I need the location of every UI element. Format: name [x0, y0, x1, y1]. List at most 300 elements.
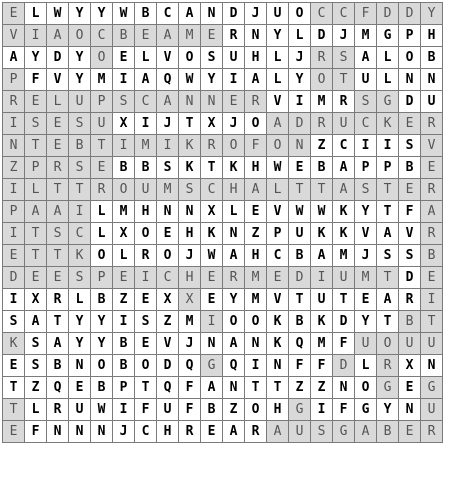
letter-cell[interactable]: V [267, 201, 289, 223]
letter-cell[interactable]: M [91, 69, 113, 91]
letter-cell[interactable]: X [157, 289, 179, 311]
letter-cell[interactable]: V [47, 69, 69, 91]
letter-cell[interactable]: O [135, 355, 157, 377]
letter-cell[interactable]: C [267, 245, 289, 267]
letter-cell[interactable]: T [421, 311, 443, 333]
letter-cell[interactable]: L [267, 179, 289, 201]
letter-cell[interactable]: K [333, 223, 355, 245]
letter-cell[interactable]: N [3, 135, 25, 157]
letter-cell[interactable]: B [201, 399, 223, 421]
letter-cell[interactable]: J [179, 333, 201, 355]
letter-cell[interactable]: V [267, 289, 289, 311]
letter-cell[interactable]: E [399, 179, 421, 201]
letter-cell[interactable]: F [179, 377, 201, 399]
letter-cell[interactable]: J [355, 245, 377, 267]
letter-cell[interactable]: O [377, 333, 399, 355]
letter-cell[interactable]: H [245, 157, 267, 179]
letter-cell[interactable]: F [333, 399, 355, 421]
letter-cell[interactable]: S [69, 113, 91, 135]
letter-cell[interactable]: H [157, 421, 179, 443]
letter-cell[interactable]: V [3, 25, 25, 47]
letter-cell[interactable]: F [311, 355, 333, 377]
letter-cell[interactable]: F [135, 399, 157, 421]
letter-cell[interactable]: K [179, 135, 201, 157]
letter-cell[interactable]: U [157, 399, 179, 421]
letter-cell[interactable]: S [377, 245, 399, 267]
letter-cell[interactable]: Y [69, 311, 91, 333]
letter-cell[interactable]: N [399, 69, 421, 91]
letter-cell[interactable]: K [201, 223, 223, 245]
letter-cell[interactable]: Z [311, 377, 333, 399]
letter-cell[interactable]: A [355, 47, 377, 69]
letter-cell[interactable]: P [267, 223, 289, 245]
letter-cell[interactable]: L [25, 3, 47, 25]
letter-cell[interactable]: T [289, 179, 311, 201]
letter-cell[interactable]: W [201, 245, 223, 267]
letter-cell[interactable]: N [91, 421, 113, 443]
letter-cell[interactable]: E [267, 267, 289, 289]
letter-cell[interactable]: G [377, 91, 399, 113]
letter-cell[interactable]: V [355, 223, 377, 245]
letter-cell[interactable]: E [113, 267, 135, 289]
letter-cell[interactable]: Y [91, 3, 113, 25]
letter-cell[interactable]: C [69, 223, 91, 245]
letter-cell[interactable]: I [113, 311, 135, 333]
letter-cell[interactable]: R [311, 113, 333, 135]
letter-cell[interactable]: C [135, 421, 157, 443]
letter-cell[interactable]: R [333, 91, 355, 113]
letter-cell[interactable]: G [377, 25, 399, 47]
letter-cell[interactable]: R [421, 179, 443, 201]
letter-cell[interactable]: S [25, 113, 47, 135]
letter-cell[interactable]: L [355, 355, 377, 377]
letter-cell[interactable]: I [311, 267, 333, 289]
letter-cell[interactable]: D [289, 267, 311, 289]
letter-cell[interactable]: T [333, 289, 355, 311]
letter-cell[interactable]: R [421, 223, 443, 245]
letter-cell[interactable]: N [267, 355, 289, 377]
letter-cell[interactable]: Z [311, 135, 333, 157]
letter-cell[interactable]: W [267, 157, 289, 179]
letter-cell[interactable]: A [223, 333, 245, 355]
letter-cell[interactable]: M [355, 25, 377, 47]
letter-cell[interactable]: U [355, 333, 377, 355]
letter-cell[interactable]: E [69, 377, 91, 399]
letter-cell[interactable]: H [245, 47, 267, 69]
letter-cell[interactable]: S [399, 135, 421, 157]
letter-cell[interactable]: X [201, 201, 223, 223]
letter-cell[interactable]: M [245, 289, 267, 311]
letter-cell[interactable]: A [223, 245, 245, 267]
letter-cell[interactable]: I [113, 135, 135, 157]
letter-cell[interactable]: M [179, 25, 201, 47]
letter-cell[interactable]: J [113, 421, 135, 443]
letter-cell[interactable]: R [47, 399, 69, 421]
letter-cell[interactable]: R [135, 245, 157, 267]
letter-cell[interactable]: T [47, 245, 69, 267]
letter-cell[interactable]: M [157, 179, 179, 201]
letter-cell[interactable]: I [113, 69, 135, 91]
letter-cell[interactable]: O [69, 25, 91, 47]
letter-cell[interactable]: E [25, 267, 47, 289]
letter-cell[interactable]: O [289, 3, 311, 25]
letter-cell[interactable]: E [47, 113, 69, 135]
letter-cell[interactable]: R [179, 421, 201, 443]
letter-cell[interactable]: E [113, 47, 135, 69]
letter-cell[interactable]: S [311, 421, 333, 443]
letter-cell[interactable]: U [289, 421, 311, 443]
letter-cell[interactable]: S [201, 47, 223, 69]
letter-cell[interactable]: L [223, 201, 245, 223]
letter-cell[interactable]: C [311, 3, 333, 25]
letter-cell[interactable]: T [311, 179, 333, 201]
letter-cell[interactable]: X [201, 113, 223, 135]
letter-cell[interactable]: I [245, 355, 267, 377]
letter-cell[interactable]: S [69, 157, 91, 179]
letter-cell[interactable]: T [245, 377, 267, 399]
letter-cell[interactable]: E [135, 289, 157, 311]
letter-cell[interactable]: F [25, 69, 47, 91]
letter-cell[interactable]: I [3, 179, 25, 201]
letter-cell[interactable]: P [355, 157, 377, 179]
letter-cell[interactable]: U [223, 47, 245, 69]
letter-cell[interactable]: B [47, 355, 69, 377]
letter-cell[interactable]: O [135, 223, 157, 245]
letter-cell[interactable]: G [355, 399, 377, 421]
letter-cell[interactable]: M [311, 333, 333, 355]
letter-cell[interactable]: O [179, 47, 201, 69]
letter-cell[interactable]: S [113, 91, 135, 113]
letter-cell[interactable]: G [421, 377, 443, 399]
letter-cell[interactable]: I [69, 201, 91, 223]
letter-cell[interactable]: Y [25, 47, 47, 69]
letter-cell[interactable]: Q [157, 377, 179, 399]
letter-cell[interactable]: O [245, 311, 267, 333]
letter-cell[interactable]: U [267, 3, 289, 25]
letter-cell[interactable]: N [157, 201, 179, 223]
letter-cell[interactable]: F [289, 355, 311, 377]
letter-cell[interactable]: U [69, 91, 91, 113]
letter-cell[interactable]: P [25, 157, 47, 179]
letter-cell[interactable]: N [223, 377, 245, 399]
letter-cell[interactable]: I [223, 69, 245, 91]
letter-cell[interactable]: Y [355, 201, 377, 223]
letter-cell[interactable]: T [25, 245, 47, 267]
letter-cell[interactable]: W [113, 3, 135, 25]
letter-cell[interactable]: S [399, 245, 421, 267]
letter-cell[interactable]: E [47, 135, 69, 157]
letter-cell[interactable]: B [135, 3, 157, 25]
letter-cell[interactable]: P [3, 201, 25, 223]
letter-cell[interactable]: D [289, 113, 311, 135]
letter-cell[interactable]: B [377, 421, 399, 443]
letter-cell[interactable]: E [47, 267, 69, 289]
letter-cell[interactable]: A [333, 179, 355, 201]
letter-cell[interactable]: X [113, 113, 135, 135]
letter-cell[interactable]: K [311, 223, 333, 245]
letter-cell[interactable]: B [421, 47, 443, 69]
letter-cell[interactable]: E [399, 377, 421, 399]
letter-cell[interactable]: T [179, 113, 201, 135]
letter-cell[interactable]: Y [69, 47, 91, 69]
letter-cell[interactable]: D [399, 3, 421, 25]
letter-cell[interactable]: Y [377, 399, 399, 421]
letter-cell[interactable]: A [3, 47, 25, 69]
letter-cell[interactable]: Q [157, 69, 179, 91]
letter-cell[interactable]: S [135, 311, 157, 333]
letter-cell[interactable]: T [91, 135, 113, 157]
letter-cell[interactable]: B [311, 157, 333, 179]
letter-cell[interactable]: R [245, 421, 267, 443]
letter-cell[interactable]: N [69, 421, 91, 443]
letter-cell[interactable]: I [3, 113, 25, 135]
letter-cell[interactable]: C [135, 91, 157, 113]
letter-cell[interactable]: V [421, 135, 443, 157]
letter-cell[interactable]: R [223, 267, 245, 289]
letter-cell[interactable]: E [399, 113, 421, 135]
letter-cell[interactable]: N [201, 3, 223, 25]
letter-cell[interactable]: E [245, 201, 267, 223]
letter-cell[interactable]: H [179, 267, 201, 289]
letter-cell[interactable]: Z [113, 289, 135, 311]
letter-cell[interactable]: A [245, 69, 267, 91]
letter-cell[interactable]: B [113, 355, 135, 377]
letter-cell[interactable]: U [355, 69, 377, 91]
letter-cell[interactable]: Y [91, 311, 113, 333]
letter-cell[interactable]: A [157, 91, 179, 113]
letter-cell[interactable]: L [25, 179, 47, 201]
letter-cell[interactable]: I [289, 91, 311, 113]
letter-cell[interactable]: J [245, 3, 267, 25]
letter-cell[interactable]: R [399, 289, 421, 311]
letter-cell[interactable]: S [157, 157, 179, 179]
letter-cell[interactable]: M [179, 311, 201, 333]
letter-cell[interactable]: B [91, 377, 113, 399]
letter-cell[interactable]: T [47, 311, 69, 333]
letter-cell[interactable]: W [179, 69, 201, 91]
letter-cell[interactable]: T [377, 179, 399, 201]
letter-cell[interactable]: C [355, 113, 377, 135]
letter-cell[interactable]: T [3, 377, 25, 399]
letter-cell[interactable]: Q [47, 377, 69, 399]
letter-cell[interactable]: A [25, 311, 47, 333]
letter-cell[interactable]: T [3, 399, 25, 421]
letter-cell[interactable]: K [267, 333, 289, 355]
letter-cell[interactable]: Q [179, 355, 201, 377]
letter-cell[interactable]: T [377, 201, 399, 223]
letter-cell[interactable]: E [3, 245, 25, 267]
letter-cell[interactable]: R [223, 25, 245, 47]
letter-cell[interactable]: Y [421, 3, 443, 25]
letter-cell[interactable]: T [25, 223, 47, 245]
letter-cell[interactable]: N [245, 333, 267, 355]
letter-cell[interactable]: K [311, 311, 333, 333]
letter-cell[interactable]: U [91, 113, 113, 135]
letter-cell[interactable]: K [377, 113, 399, 135]
letter-cell[interactable]: L [267, 47, 289, 69]
letter-cell[interactable]: L [113, 245, 135, 267]
letter-cell[interactable]: P [399, 25, 421, 47]
letter-cell[interactable]: A [47, 201, 69, 223]
letter-cell[interactable]: D [399, 91, 421, 113]
letter-cell[interactable]: I [201, 311, 223, 333]
letter-cell[interactable]: C [91, 25, 113, 47]
letter-cell[interactable]: S [355, 91, 377, 113]
letter-cell[interactable]: M [333, 245, 355, 267]
letter-cell[interactable]: J [333, 25, 355, 47]
letter-cell[interactable]: Y [201, 69, 223, 91]
letter-cell[interactable]: N [201, 333, 223, 355]
letter-cell[interactable]: O [91, 47, 113, 69]
letter-cell[interactable]: I [377, 135, 399, 157]
letter-cell[interactable]: E [3, 355, 25, 377]
letter-cell[interactable]: Z [223, 399, 245, 421]
letter-cell[interactable]: L [91, 201, 113, 223]
letter-cell[interactable]: K [333, 201, 355, 223]
letter-cell[interactable]: T [289, 289, 311, 311]
letter-cell[interactable]: N [421, 69, 443, 91]
letter-cell[interactable]: S [47, 223, 69, 245]
letter-cell[interactable]: N [47, 421, 69, 443]
letter-cell[interactable]: E [25, 91, 47, 113]
letter-cell[interactable]: H [421, 25, 443, 47]
letter-cell[interactable]: A [267, 421, 289, 443]
letter-cell[interactable]: R [47, 157, 69, 179]
letter-cell[interactable]: S [25, 333, 47, 355]
letter-cell[interactable]: B [289, 311, 311, 333]
letter-cell[interactable]: Y [267, 25, 289, 47]
letter-cell[interactable]: E [421, 157, 443, 179]
letter-cell[interactable]: R [47, 289, 69, 311]
letter-cell[interactable]: L [267, 69, 289, 91]
letter-cell[interactable]: O [245, 399, 267, 421]
letter-cell[interactable]: U [333, 267, 355, 289]
letter-cell[interactable]: K [69, 245, 91, 267]
letter-cell[interactable]: T [47, 179, 69, 201]
letter-cell[interactable]: Z [289, 377, 311, 399]
letter-cell[interactable]: V [399, 223, 421, 245]
letter-cell[interactable]: M [113, 201, 135, 223]
letter-cell[interactable]: N [179, 91, 201, 113]
letter-cell[interactable]: J [223, 113, 245, 135]
letter-cell[interactable]: Z [245, 223, 267, 245]
letter-cell[interactable]: P [91, 267, 113, 289]
letter-cell[interactable]: O [91, 245, 113, 267]
letter-cell[interactable]: W [289, 201, 311, 223]
letter-cell[interactable]: O [223, 135, 245, 157]
letter-cell[interactable]: N [399, 399, 421, 421]
letter-cell[interactable]: W [91, 399, 113, 421]
letter-cell[interactable]: S [25, 355, 47, 377]
letter-cell[interactable]: O [267, 135, 289, 157]
letter-cell[interactable]: N [223, 223, 245, 245]
letter-cell[interactable]: H [267, 399, 289, 421]
letter-cell[interactable]: A [179, 3, 201, 25]
letter-cell[interactable]: V [157, 47, 179, 69]
letter-cell[interactable]: S [179, 179, 201, 201]
letter-cell[interactable]: E [421, 267, 443, 289]
letter-cell[interactable]: V [267, 91, 289, 113]
letter-cell[interactable]: T [69, 179, 91, 201]
letter-cell[interactable]: D [223, 3, 245, 25]
letter-cell[interactable]: A [25, 201, 47, 223]
letter-cell[interactable]: H [223, 179, 245, 201]
letter-cell[interactable]: D [399, 267, 421, 289]
letter-cell[interactable]: T [377, 311, 399, 333]
letter-cell[interactable]: A [135, 69, 157, 91]
letter-cell[interactable]: F [355, 3, 377, 25]
letter-cell[interactable]: I [355, 135, 377, 157]
letter-cell[interactable]: I [135, 113, 157, 135]
letter-cell[interactable]: E [91, 157, 113, 179]
letter-cell[interactable]: A [377, 223, 399, 245]
letter-cell[interactable]: A [47, 25, 69, 47]
letter-cell[interactable]: I [135, 267, 157, 289]
letter-cell[interactable]: P [113, 377, 135, 399]
letter-cell[interactable]: Z [157, 311, 179, 333]
letter-cell[interactable]: A [245, 179, 267, 201]
letter-cell[interactable]: F [25, 421, 47, 443]
letter-cell[interactable]: H [245, 245, 267, 267]
letter-cell[interactable]: O [245, 113, 267, 135]
letter-cell[interactable]: L [25, 399, 47, 421]
letter-cell[interactable]: X [25, 289, 47, 311]
letter-cell[interactable]: B [399, 157, 421, 179]
letter-cell[interactable]: T [267, 377, 289, 399]
letter-cell[interactable]: K [223, 157, 245, 179]
letter-cell[interactable]: F [399, 201, 421, 223]
letter-cell[interactable]: S [355, 179, 377, 201]
letter-cell[interactable]: O [399, 47, 421, 69]
letter-cell[interactable]: I [25, 25, 47, 47]
letter-cell[interactable]: U [289, 223, 311, 245]
letter-cell[interactable]: J [289, 47, 311, 69]
letter-cell[interactable]: L [69, 289, 91, 311]
letter-cell[interactable]: L [289, 25, 311, 47]
letter-cell[interactable]: K [267, 311, 289, 333]
letter-cell[interactable]: B [135, 157, 157, 179]
letter-cell[interactable]: B [91, 289, 113, 311]
letter-cell[interactable]: M [355, 267, 377, 289]
letter-cell[interactable]: N [245, 25, 267, 47]
letter-cell[interactable]: G [289, 399, 311, 421]
letter-cell[interactable]: U [333, 113, 355, 135]
letter-cell[interactable]: H [179, 223, 201, 245]
letter-cell[interactable]: E [3, 3, 25, 25]
letter-cell[interactable]: D [333, 311, 355, 333]
letter-cell[interactable]: V [157, 333, 179, 355]
letter-cell[interactable]: A [201, 377, 223, 399]
letter-cell[interactable]: Y [69, 333, 91, 355]
letter-cell[interactable]: P [91, 91, 113, 113]
letter-cell[interactable]: A [47, 333, 69, 355]
letter-cell[interactable]: R [201, 135, 223, 157]
letter-cell[interactable]: R [245, 91, 267, 113]
letter-cell[interactable]: Y [289, 69, 311, 91]
letter-cell[interactable]: U [135, 179, 157, 201]
letter-cell[interactable]: R [311, 47, 333, 69]
letter-cell[interactable]: U [311, 289, 333, 311]
letter-cell[interactable]: E [355, 289, 377, 311]
letter-cell[interactable]: O [113, 179, 135, 201]
letter-cell[interactable]: T [201, 157, 223, 179]
letter-cell[interactable]: L [377, 47, 399, 69]
letter-cell[interactable]: A [421, 201, 443, 223]
letter-cell[interactable]: I [113, 399, 135, 421]
letter-cell[interactable]: F [245, 135, 267, 157]
letter-cell[interactable]: F [179, 399, 201, 421]
letter-cell[interactable]: G [377, 377, 399, 399]
